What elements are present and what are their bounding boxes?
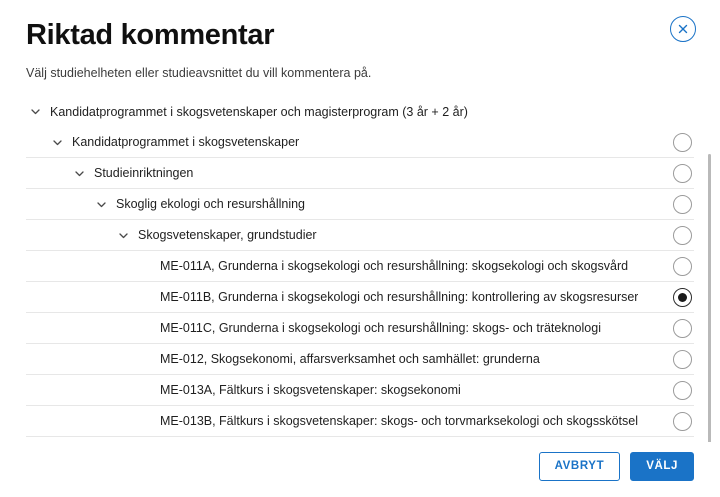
tree-row[interactable] [26,282,694,313]
tree-row[interactable] [26,313,694,344]
tree-row[interactable] [26,96,694,127]
tree-row-radio[interactable] [673,412,692,431]
tree-row-content [136,381,659,399]
tree-row-label: ME-013B, Fältkurs i skogsvetenskaper: skogs- och torvmarksekologi och skogsskötsel [160,414,638,429]
tree-row-label: ME-011A, Grunderna i skogsekologi och resurshållning: skogsekologi och skogsvård [160,259,629,274]
tree-row-label: Studieinriktningen [94,166,194,181]
tree-row-label: Skogsvetenskaper, grundstudier [138,228,317,243]
tree-row-label: ME-013A, Fältkurs i skogsvetenskaper: skogsekonomi [160,383,461,398]
chevron-placeholder [136,381,154,399]
tree-row-content [114,226,659,244]
confirm-button[interactable]: VÄLJ [630,452,694,482]
tree-row-radio[interactable] [673,350,692,369]
tree-row[interactable] [26,375,694,406]
page-title: Riktad kommentar [26,19,275,51]
study-tree[interactable] [0,96,720,441]
tree-row[interactable] [26,189,694,220]
chevron-placeholder [136,350,154,368]
tree-row-radio[interactable] [673,257,692,276]
tree-row-content [136,288,659,306]
tree-row-radio[interactable] [673,195,692,214]
chevron-down-icon[interactable] [70,164,88,182]
tree-row-label: Kandidatprogrammet i skogsvetenskaper [72,135,300,150]
chevron-placeholder [136,412,154,430]
chevron-down-icon[interactable] [114,226,132,244]
tree-row-label: Skoglig ekologi och resurshållning [116,197,306,212]
chevron-down-icon[interactable] [92,195,110,213]
tree-row-radio[interactable] [673,288,692,307]
tree-row[interactable] [26,344,694,375]
chevron-placeholder [136,288,154,306]
tree-row[interactable] [26,220,694,251]
tree-row-radio[interactable] [673,226,692,245]
dialog-footer [0,442,720,497]
tree-row-content [26,103,694,121]
tree-row-label: Kandidatprogrammet i skogsvetenskaper och magisterprogram (3 år + 2 år) [50,104,468,119]
chevron-down-icon[interactable] [26,103,44,121]
dialog-subtitle: Välj studiehelheten eller studieavsnittet du vill kommentera på. [26,65,372,80]
tree-row-label: ME-011C, Grunderna i skogsekologi och resurshållning: skogs- och träteknologi [160,321,601,336]
tree-row[interactable] [26,406,694,437]
close-icon[interactable] [670,16,696,42]
chevron-placeholder [136,257,154,275]
scrollbar-thumb[interactable] [708,154,711,441]
tree-row-content [136,319,659,337]
tree-row-radio[interactable] [673,319,692,338]
tree-row-content [92,195,659,213]
tree-row-content [70,164,659,182]
dialog-header [0,0,720,82]
tree-row-content [136,412,659,430]
tree-row-radio[interactable] [673,381,692,400]
tree-row-label: ME-012, Skogsekonomi, affarsverksamhet och samhället: grunderna [160,352,540,367]
tree-row[interactable] [26,127,694,158]
tree-row[interactable] [26,251,694,282]
tree-row-label: ME-011B, Grunderna i skogsekologi och resurshållning: kontrollering av skogsresurser [160,290,639,305]
chevron-placeholder [136,319,154,337]
tree-row-radio[interactable] [673,164,692,183]
cancel-button[interactable]: AVBRYT [539,452,621,482]
chevron-down-icon[interactable] [48,133,66,151]
tree-row-content [136,257,659,275]
tree-row-radio[interactable] [673,133,692,152]
tree-row-content [136,350,659,368]
tree-row-content [48,133,659,151]
tree-row[interactable] [26,158,694,189]
